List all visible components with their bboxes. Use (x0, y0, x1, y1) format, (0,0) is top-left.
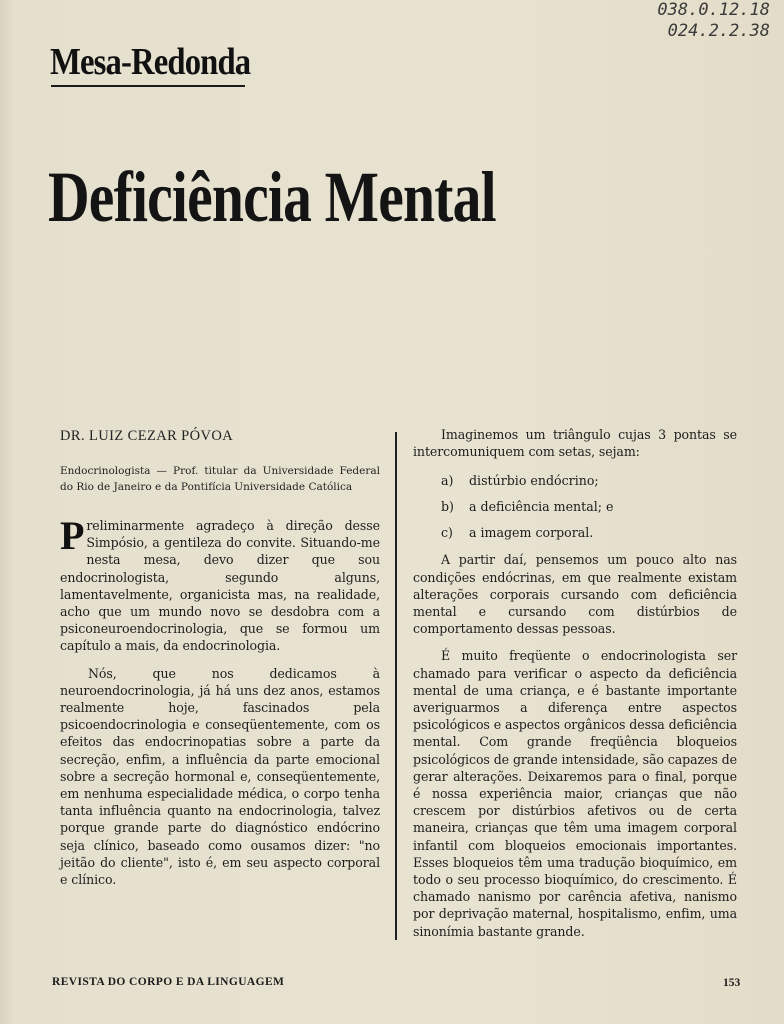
list-marker: c) (441, 525, 453, 541)
section-label: Mesa-Redonda (50, 41, 251, 83)
triangle-list (413, 472, 737, 541)
article-title: Deficiência Mental (48, 157, 496, 237)
left-column (60, 428, 380, 888)
section-underline (51, 85, 245, 87)
catalog-number-2: 024.2.2.38 (667, 21, 770, 41)
paragraph-5: É muito freqüente o endocrinologista ser chamado para verificar o aspecto da deficiência mental de uma criança, e é bastante importante averiguarmos a diferença entre aspectos psicológicos e aspectos orgânicos dessa deficiência mental. Com grande freqüência bloqueios psicológicos de grande intensidade, são capazes de gerar alterações. Deixaremos para o final, porque é nossa experiência maior, crianças que não crescem por distúrbios afetivos ou de certa maneira, crianças que têm uma imagem corporal infantil com bloqueios emocionais importantes. Esses bloqueios têm uma tradução bioquímico, em todo o seu processo bioquímico, do crescimento. É chamado nanismo por carência afetiva, nanismo por deprivação maternal, hospitalismo, enfim, uma sinonímia bastante grande. (413, 648, 737, 939)
list-item (441, 472, 737, 489)
list-marker: b) (441, 499, 454, 515)
handwritten-catalog-numbers (657, 0, 770, 42)
paragraph-4: A partir daí, pensemos um pouco alto nas condições endócrinas, em que realmente existam alterações corporais cursando com deficiência mental e cursando com distúrbios de comportamento dessas pessoas. (413, 552, 737, 637)
catalog-number-1: 038.0.12.18 (657, 0, 770, 20)
journal-name: REVISTA DO CORPO E DA LINGUAGEM (52, 976, 285, 988)
paragraph-3: Imaginemos um triângulo cujas 3 pontas se intercomuniquem com setas, sejam: (413, 427, 737, 460)
drop-cap: P (60, 513, 85, 558)
list-item (441, 498, 737, 515)
paragraph-1-text: reliminarmente agradeço à direção desse Simpósio, a gentileza do convite. Situando-me nesta mesa, devo dizer que sou endocrinologista, segundo alguns, lamentavelmente, organicista mas, na realidade, acho que um mundo novo se desdobra com a psiconeuroendocrinologia, que se formou um capítulo a mais, da endocrinologia. (60, 518, 380, 654)
author-name: DR. LUIZ CEZAR PÓVOA (60, 428, 234, 444)
list-text: distúrbio endócrino; (469, 473, 599, 489)
list-item (441, 524, 737, 541)
column-divider (395, 432, 397, 940)
list-marker: a) (441, 473, 454, 489)
right-column (413, 426, 737, 940)
list-text: a imagem corporal. (469, 525, 594, 541)
author-affiliation: Endocrinologista — Prof. titular da Universidade Federal do Rio de Janeiro e da Pontifícia Universidade Católica (60, 465, 380, 493)
list-text: a deficiência mental; e (469, 499, 614, 515)
page-number: 153 (723, 977, 741, 989)
paragraph-1 (60, 513, 380, 655)
paragraph-2: Nós, que nos dedicamos à neuroendocrinologia, já há uns dez anos, estamos realmente hoje, fascinados pela psicoendocrinologia e conseqüentemente, com os efeitos das endocrinopatias sobre a parte da secreção, enfim, a influência da parte emocional sobre a secreção hormonal e, conseqüentemente, em nenhuma especialidade médica, o corpo tenha tanta influência quanto na endocrinologia, talvez porque grande parte do diagnóstico endócrino seja clínico, baseado como ousamos dizer: "no jeitão do cliente", isto é, em seu aspecto corporal e clínico. (60, 665, 380, 888)
